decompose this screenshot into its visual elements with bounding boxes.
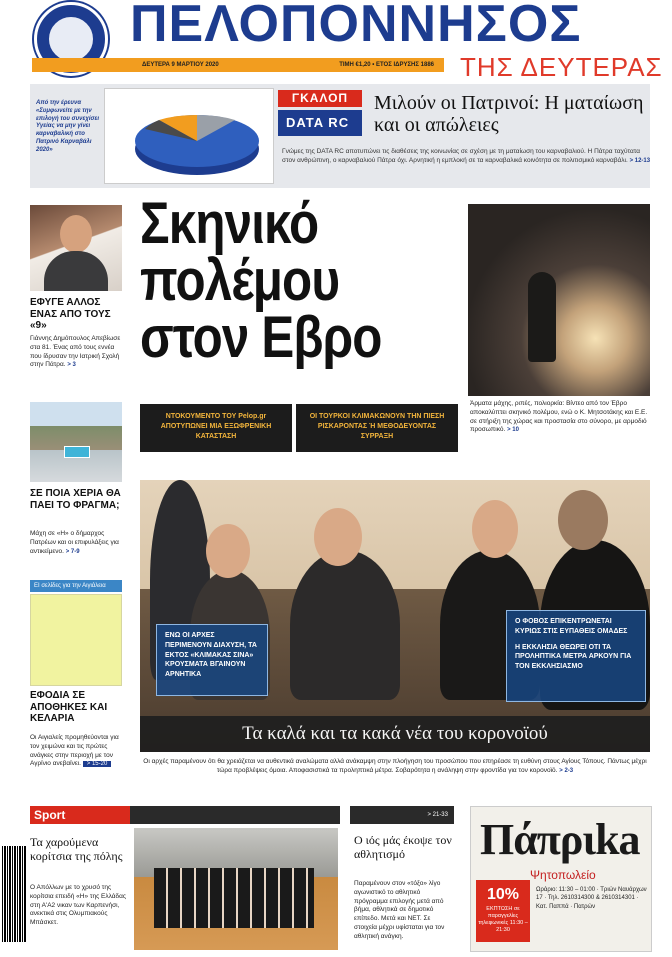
- obituary-photo: [30, 205, 122, 291]
- main-headline-line-2: πολέμου: [140, 247, 340, 313]
- head-right-man: [472, 500, 518, 558]
- head-glasses-man: [206, 524, 250, 578]
- story1-text: Γιάννης Δημόπουλος Απεβίωσε στα 81. Ένας από τους εννέα που ίδρυσαν την Ιατρική Σχολή στην Πάτρα.: [30, 335, 121, 369]
- poll-headline: Μιλούν οι Πατρινοί: Η ματαίωση και οι απώλειες: [374, 92, 644, 136]
- emblem-portrait-icon: [47, 15, 95, 63]
- poll-ref: > 12-13: [629, 157, 651, 164]
- issue-date: ΔΕΥΤΕΡΑ 9 ΜΑΡΤΙΟΥ 2020: [142, 62, 219, 68]
- story3-headline: ΕΦΟΔΙΑ ΣΕ ΑΠΟΘΗΚΕΣ ΚΑΙ ΚΕΛΑΡΙΑ: [30, 690, 108, 724]
- poll-body: [282, 148, 652, 166]
- sport-bar: [130, 806, 340, 824]
- dam-photo: [30, 402, 122, 482]
- story2-body: [30, 530, 126, 556]
- evros-pill-right: ΟΙ ΤΟΥΡΚΟΙ ΚΛΙΜΑΚΩΝΟΥΝ ΤΗΝ ΠΙΕΣΗ ΡΙΣΚΑΡΟΝΤΑΣ Ή ΜΕΘΟΔΕΥΟΝΤΑΣ ΣΥΡΡΑΞΗ: [296, 404, 458, 452]
- virus-headline: Ο ιός μάς έκοψε τον αθλητισμό: [354, 833, 452, 861]
- ad-promo: [476, 880, 530, 942]
- main-headline-line-1: Σκηνικό: [140, 191, 319, 256]
- issue-price: ΤΙΜΗ €1,20 • ΕΤΟΣ ΙΔΡΥΣΗΣ 1886: [339, 62, 434, 68]
- ad-promo-pct: 10%: [486, 886, 520, 903]
- evros-caption-text: Άρματα μάχης, ριπές, πολιορκία: Βίντεο από τον Έβρο αποκαλύπτει σκηνικό πολέμου, ενώ ο Κ. Μητσοτάκης και Ε.Ε. σε στήριξη της χώρας και προστασία στο σύνορο, με αρμοδιό προσωπικό.: [470, 400, 648, 434]
- corona-overlay-right: [506, 610, 646, 702]
- pie-chart-graphic: [105, 89, 275, 185]
- barcode: [2, 846, 26, 942]
- poll-body-text: Γνώμες της DATA RC αποτυπώνει τις διαθέσεις της κοινωνίας σε σχέση με τη ματαίωση του καρναβαλιού. Η Πάτρα ταχύτατα στον ανθρώπινη, ο καρναβαλιού Πάτρα όχι. Αρνητική η εμπλοκή σε τα καρναβαλικά κοινότητα σε πολιτισμικό καρναβάλι.: [282, 148, 641, 164]
- poll-question: Από την έρευνα «Συμφωνείτε με την επιλογή του συνεχίσει Υγείας να μην γίνει καρναβαλική στο Πατρινό Καρναβάλι 2020»: [36, 100, 100, 153]
- virus-body: Παραμένουν στον «τόξο» λίγο αγωνιστικό το αθλητικό πρόγραμμα επιλογής μετά από βήμα, αθλητικά σε δημοτικό επίπεδο. Μετά και ΝΕΤ. Σε στοιχεία μέχρι υφίσταται για τον αθλητική ανάγκη.: [354, 880, 445, 940]
- corona-ref: > 2-3: [559, 767, 574, 774]
- sport-body: Ο Απόλλων με το χρυσό της κορίτσια επειδή «Η» της Ελλάδας στη Α'Α2 νικαν των Καρπενήσι, ανεκτικά στις Ολυμπιακούς Μπάσκετ.: [30, 884, 127, 927]
- story1-headline: ΕΦΥΓΕ ΑΛΛΟΣ ΕΝΑΣ ΑΠΟ ΤΟΥΣ «9»: [30, 297, 111, 331]
- yellow-photo-box: [30, 594, 122, 686]
- head-far-right: [558, 490, 608, 550]
- team-players: [154, 868, 314, 928]
- figure-center-man: [290, 550, 400, 700]
- ad-title: Πάπριka: [480, 815, 640, 864]
- evros-ref: > 10: [507, 427, 519, 434]
- main-headline: [140, 191, 412, 370]
- story3-text: Οι Αιγιαλείς προμηθεύονται για τον χειμώνα και τις πρώτες ανάγκες στην περιοχή με τον Αγρίνιο ανεβαίνει.: [30, 734, 119, 768]
- corona-overlay-right-1: Ο ΦΟΒΟΣ ΕΠΙΚΕΝΤΡΩΝΕΤΑΙ ΚΥΡΙΩΣ ΣΤΙΣ ΕΥΠΑΘΕΙΣ ΟΜΑΔΕΣ: [515, 618, 628, 635]
- person-head-icon: [60, 215, 92, 253]
- person-body-icon: [44, 251, 108, 291]
- masthead-subtitle: ΤΗΣ ΔΕΥΤΕΡΑΣ: [460, 52, 663, 82]
- story2-ref: > 7-9: [65, 548, 80, 555]
- evros-pill-left: ΝΤΟΚΟΥΜΕΝΤΟ ΤΟΥ Pelop.gr ΑΠΟΤΥΠΩΝΕΙ ΜΙΑ ΕΞΩΦΡΕΝΙΚΗ ΚΑΤΑΣΤΑΣΗ: [140, 404, 292, 452]
- story2-text: Μάχη σε «Η» ο δήμαρχος Πατρέων και οι επιφυλάξεις για αντικείμενο.: [30, 530, 119, 555]
- story1-body: [30, 335, 126, 370]
- poll-pie-chart: [104, 88, 274, 184]
- evros-caption: [470, 400, 652, 435]
- soldier-silhouette: [528, 272, 556, 362]
- masthead-title: ΠΕΛΟΠΟΝΝΗΣΟΣ: [130, 0, 582, 53]
- corona-caption: Τα καλά και τα κακά νέα του κορονοϊού: [140, 716, 650, 752]
- ad-subtitle: Ψητοπωλείο: [530, 868, 596, 882]
- head-center-man: [314, 508, 362, 566]
- sport-headline: Τα χαρούμενα κορίτσια της πόλης: [30, 835, 123, 863]
- story1-ref: > 3: [67, 362, 76, 369]
- main-headline-line-3: στον Εβρο: [140, 304, 382, 370]
- corona-overlay-right-2: Η ΕΚΚΛΗΣΙΑ ΘΕΩΡΕΙ ΟΤΙ ΤΑ ΠΡΟΛΗΠΤΙΚΑ ΜΕΤΡΑ ΑΡΚΟΥΝ ΓΙΑ ΤΟΝ ΕΚΚΛΗΣΙΑΣΜΟ: [515, 643, 632, 671]
- story3-body: [30, 734, 126, 769]
- galop-label: ΓΚΑΛΟΠ: [278, 90, 362, 107]
- team-photo: [134, 828, 338, 950]
- corona-overlay-left: ΕΝΩ ΟΙ ΑΡΧΕΣ ΠΕΡΙΜΕΝΟΥΝ ΔΙΑΧΥΣΗ, ΤΑ ΕΚΤΟΣ «ΚΛΙΜΑΚΑΣ ΣΙΝΑ» ΚΡΟΥΣΜΑΤΑ ΒΓΑΙΝΟΥΝ ΑΡΝΗΤΙΚΑ: [156, 624, 268, 696]
- ad-info: Ωράριο: 11:30 – 01:00 · Τριών Ναυάρχων 17 · Τηλ. 2610314300 & 2610314301 · Κατ. Παππά · Πατρών: [536, 887, 647, 910]
- story3-ref: > 15-20: [83, 761, 112, 767]
- corona-body-text: Οι αρχές παραμένουν ότι θα χρειάζεται να αυθεντικά αναλώματα αλλά ανάκαμψη στην πλοήγηση του προσώπου που επηρέασε τη ευθύνη στους Αγίους Τόπους. Πάντως μέχρι τώρα προβλέψεις όμοια. Αποφασιστικά τα προληπτικά μέτρα. Σοβαρότητα η ανάληψη στην φροντίδα για τον κορονοϊό.: [143, 758, 647, 774]
- ad-promo-text: ΕΚΠΤΩΣΗ σε παραγγελίες τηλεφωνικές 11:30 – 21:30: [478, 906, 528, 934]
- masthead-strip: [32, 58, 444, 72]
- corona-body: [140, 758, 650, 776]
- sport-label: Sport: [30, 806, 130, 824]
- data-rc-logo: DATA RC: [278, 110, 362, 136]
- aigialeia-tag: ΕΙ σελίδες για την Αιγιάλεια: [30, 580, 122, 592]
- story2-headline: ΣΕ ΠΟΙΑ ΧΕΡΙΑ ΘΑ ΠΑΕΙ ΤΟ ΦΡΑΓΜΑ;: [30, 488, 121, 511]
- virus-ref: > 21-33: [350, 806, 454, 824]
- pool-shape: [64, 446, 90, 458]
- evros-photo: [468, 204, 650, 396]
